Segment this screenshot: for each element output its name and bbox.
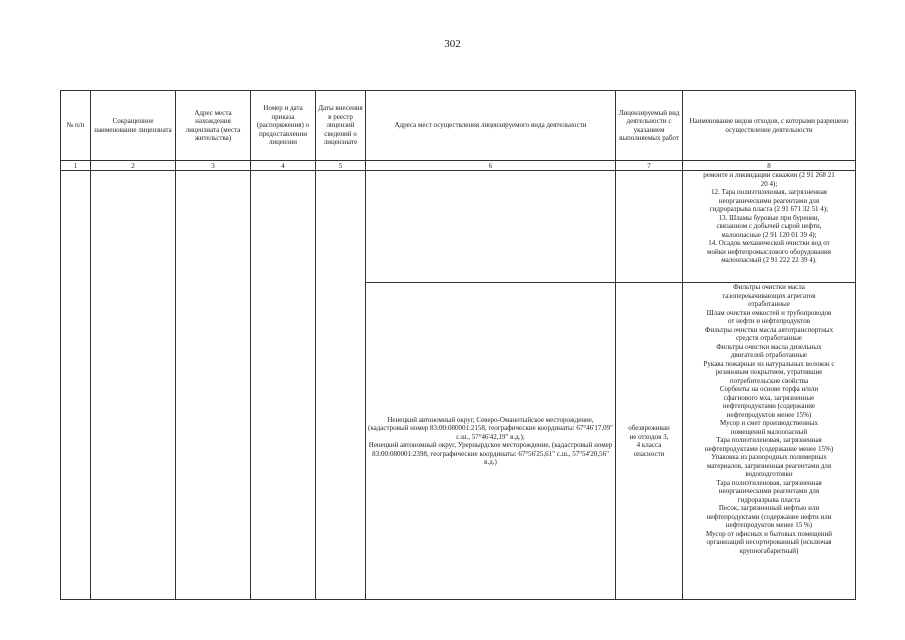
cell-activity-type <box>616 283 683 600</box>
waste-line: двигателей отработанные <box>730 351 808 359</box>
column-number: 1 <box>61 161 91 171</box>
column-number: 2 <box>91 161 176 171</box>
header-col-1: № п/п <box>61 91 91 161</box>
waste-line: нефтепродуктами (содержание менее 15%) <box>704 444 834 453</box>
cell-waste-types-continuation <box>683 171 856 283</box>
waste-line: гидроразрыва пласта (2 91 671 32 51 4); <box>709 205 829 213</box>
column-number: 5 <box>316 161 366 171</box>
waste-line: средств отработанные <box>735 334 803 342</box>
license-register-table <box>60 90 856 600</box>
header-col-6: Адреса мест осуществления лицензируемого вида деятельности <box>366 91 616 161</box>
column-number: 6 <box>366 161 616 171</box>
activity-line: опасности <box>633 449 665 458</box>
cell-licensee-address <box>176 171 251 600</box>
column-number: 7 <box>616 161 683 171</box>
column-number: 4 <box>251 161 316 171</box>
waste-line: Мусор и смет производственных <box>720 419 818 427</box>
waste-line: нефтепродуктами (содержание нефти или <box>706 512 832 521</box>
waste-line: Упаковка из разнородных полимерных <box>711 453 827 461</box>
header-col-3: Адрес места нахождения лицензиата (места жительства) <box>176 91 251 161</box>
waste-line: Шлам очистки емкостей и трубопроводов <box>706 308 832 317</box>
activity-line: ие отходов 3, <box>629 432 669 441</box>
waste-line: мойки нефтепромыслового оборудования <box>707 247 831 256</box>
page-number: 302 <box>444 38 461 50</box>
column-number: 8 <box>683 161 856 171</box>
waste-line: сфагнового мха, загрязненные <box>723 393 815 402</box>
column-number: 3 <box>176 161 251 171</box>
address-paragraph: Ненецкий автономный округ, Урернырдское месторождение, (кадастровый номер 83:00:080001:2398, географические координаты: 67°56'25,61" с.ш., 57°54'20,56" в.д.) <box>368 441 613 466</box>
header-row <box>61 91 856 161</box>
waste-line: крупногабаритный) <box>739 546 799 555</box>
waste-line: нефтепродуктов менее 15 %) <box>725 521 813 529</box>
cell-number <box>61 171 91 600</box>
cell-waste-types <box>683 283 856 600</box>
waste-line: Песок, загрязненный нефтью или <box>718 504 820 512</box>
waste-line: нефтепродуктов менее 15%) <box>726 410 812 419</box>
waste-line: Сорбенты на основе торфа и/или <box>719 385 819 393</box>
activity-line: 4 класса <box>636 441 662 449</box>
waste-line: Фильтры очистки масла дизельных <box>716 342 822 351</box>
address-paragraph: Ненецкий автономный округ, Северо-Оманотыйское месторождение, (кадастровый номер 83:00:080001:2158, географические координаты: 67°46'17,09" с.ш., 57°46'42,19" в.д.); <box>368 415 614 441</box>
waste-line: от нефти и нефтепродуктов <box>727 317 811 325</box>
waste-line: организаций несортированный (исключая <box>706 538 832 546</box>
waste-line: Фильтры очистки масла <box>733 283 805 291</box>
waste-line: резиновым покрытием, утратившие <box>715 368 823 376</box>
waste-line: неорганическими реагентами для <box>718 487 820 495</box>
cell-activity-address-continuation <box>366 171 616 283</box>
cell-licensee-name <box>91 171 176 600</box>
header-col-5: Даты внесения в реестр лицензий сведений о лицензиате <box>316 91 366 161</box>
activity-line: обезвреживан <box>628 424 670 432</box>
waste-line: Тара полиэтиленовая, загрязненная <box>716 478 822 487</box>
waste-line: водоподготовки <box>745 470 793 478</box>
waste-line: Тара полиэтиленовая, загрязненная <box>716 436 822 444</box>
waste-line: 20 4); <box>760 179 778 188</box>
waste-line: 14. Осадок механической очистки вод от <box>708 239 830 247</box>
waste-line: помещений малоопасный <box>730 427 808 436</box>
waste-line: малоопасные (2 91 120 01 39 4); <box>721 230 817 239</box>
waste-line: нефтепродуктами (содержание <box>722 402 816 410</box>
waste-line: отработанные <box>748 300 790 308</box>
waste-line: связанном с добычей сырой нефти, <box>716 222 822 230</box>
waste-line: ремонте и ликвидации скважин (2 91 268 21 <box>703 171 835 179</box>
header-col-8: Наименование видов отходов, с которыми разрешено осуществление деятельности <box>683 91 856 161</box>
waste-line: 12. Тара полиэтиленовая, загрязненная <box>710 188 828 196</box>
waste-line: Мусор от офисных и бытовых помещений <box>705 529 833 538</box>
waste-line: материалов, загрязненная реагентами для <box>706 461 832 470</box>
cell-registry-date <box>316 171 366 600</box>
column-number-row <box>61 161 856 171</box>
header-col-7: Лицензируемый вид деятельности с указанием выполняемых работ <box>616 91 683 161</box>
waste-line: неорганическими реагентами для <box>718 196 820 205</box>
cell-activity-type-continuation <box>616 171 683 283</box>
waste-line: газоперекачивающих агрегатов <box>722 291 816 300</box>
cell-activity-address <box>366 283 616 600</box>
waste-line: Фильтры очистки масла автотранспортных <box>704 325 834 334</box>
waste-line: малоопасный (2 91 222 22 39 4). <box>721 256 817 264</box>
waste-line: потребительские свойства <box>729 376 809 385</box>
header-col-4: Номер и дата приказа (распоряжения) о предоставлении лицензии <box>251 91 316 161</box>
waste-line: гидроразрыва пласта <box>737 495 801 504</box>
waste-line: 13. Шламы буровые при бурении, <box>718 213 820 222</box>
waste-line: Рукава пожарные из натуральных волокон с <box>703 359 835 368</box>
header-col-2: Сокращенное наименование лицензиата <box>91 91 176 161</box>
cell-order <box>251 171 316 600</box>
table-row-continuation <box>61 171 856 283</box>
